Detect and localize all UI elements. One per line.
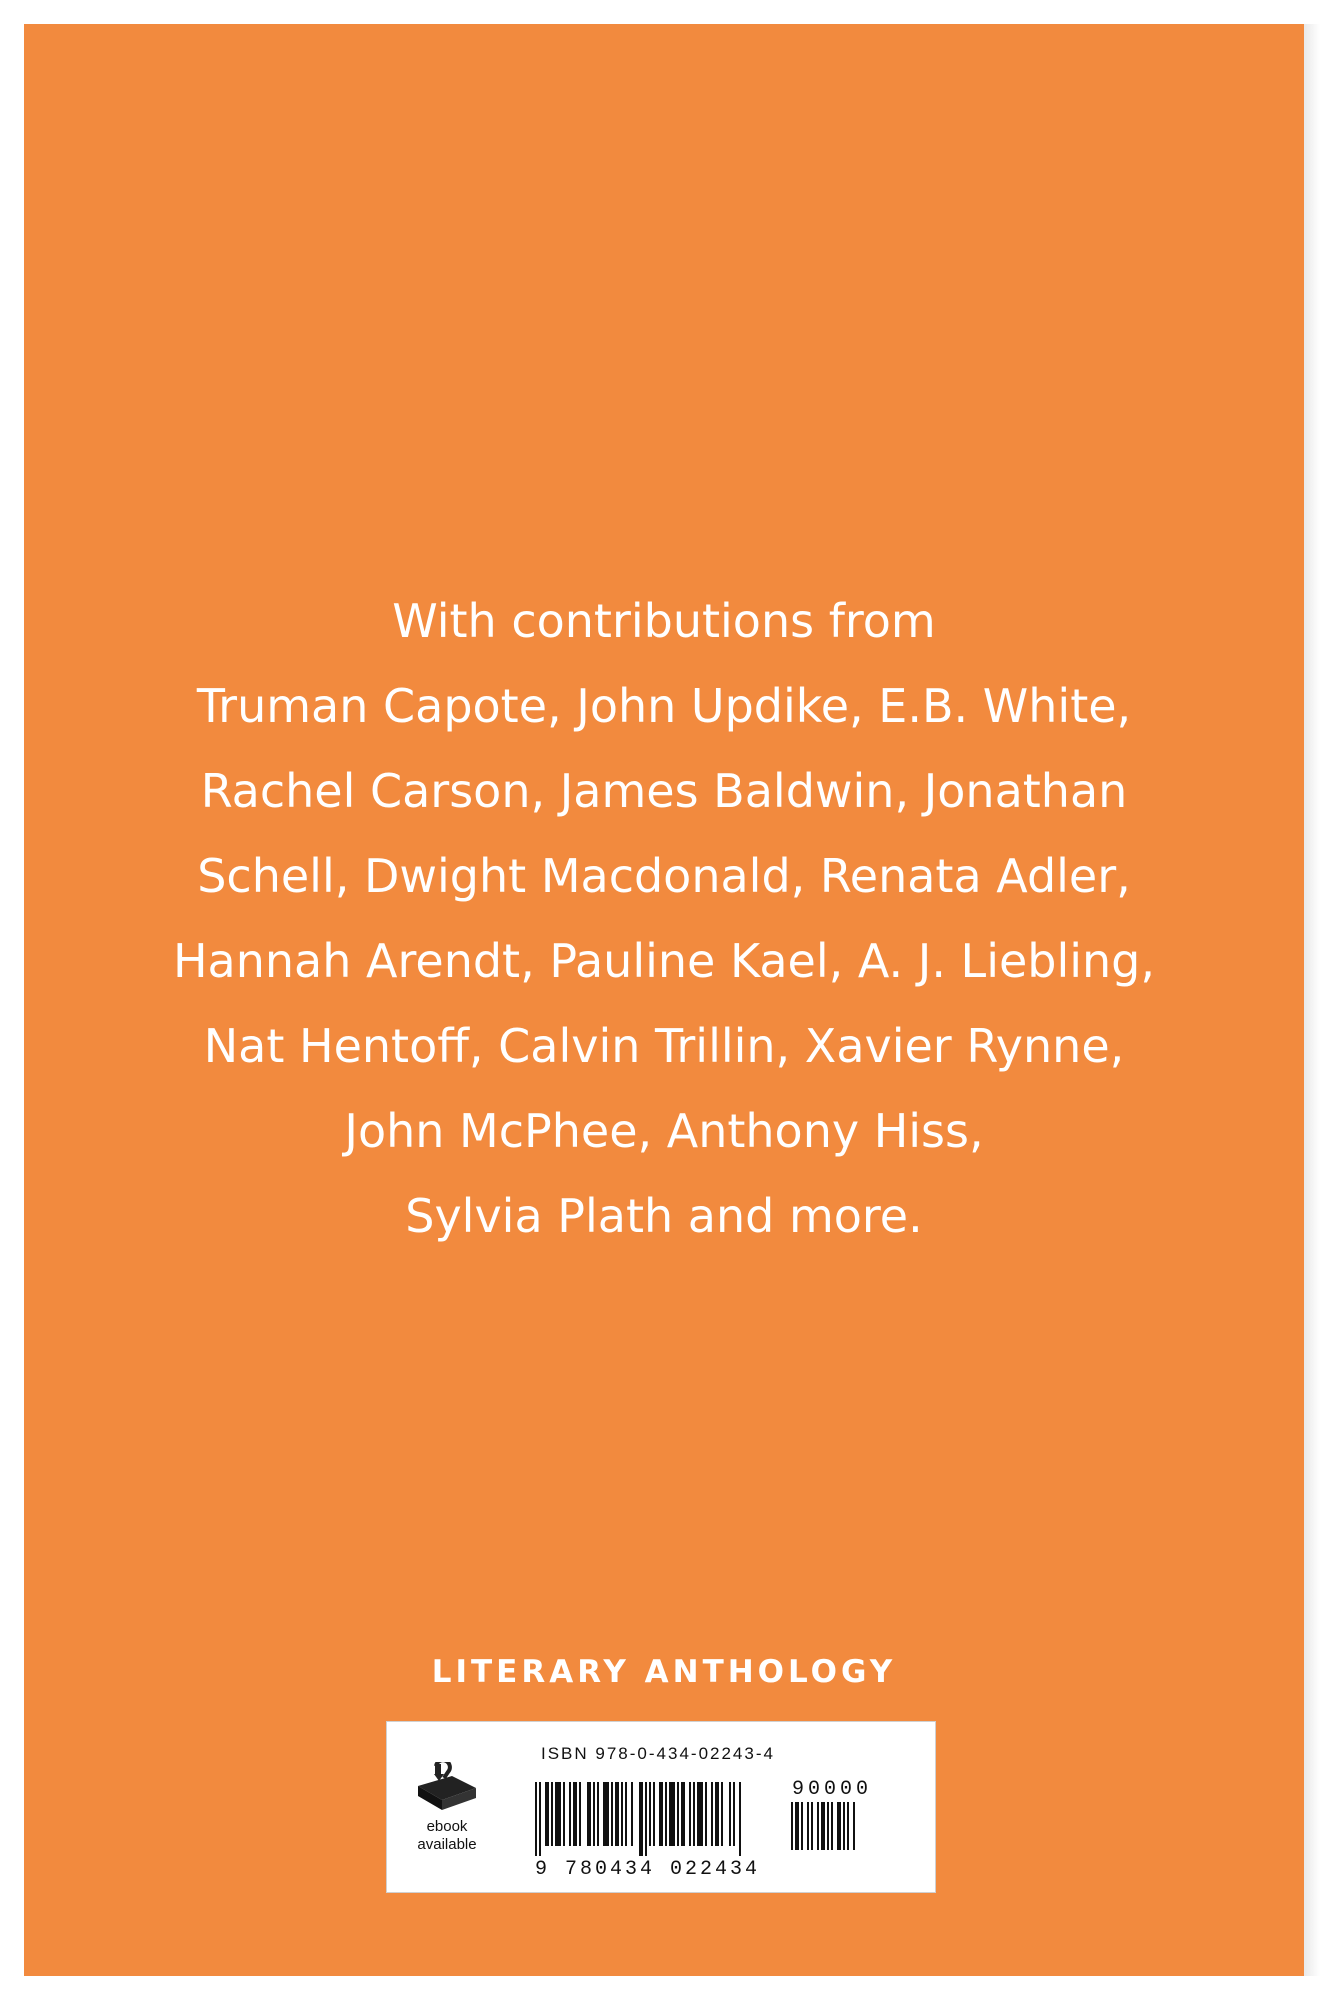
barcode-bar — [603, 1782, 609, 1846]
barcode-bar — [791, 1802, 793, 1850]
barcode-bar — [817, 1802, 819, 1850]
barcode-bar — [569, 1782, 571, 1846]
barcode-bar — [665, 1782, 667, 1846]
barcode-bar — [827, 1802, 829, 1850]
price-barcode — [791, 1802, 891, 1860]
isbn-number: ISBN 978-0-434-02243-4 — [541, 1744, 775, 1763]
barcode-bar — [837, 1802, 841, 1850]
barcode-bar — [795, 1802, 799, 1850]
price-code: 90000 — [792, 1778, 873, 1801]
blurb-line: John McPhee, Anthony Hiss, — [344, 1104, 984, 1158]
category-label: LITERARY ANTHOLOGY — [431, 1654, 897, 1690]
barcode-bar — [801, 1802, 803, 1850]
barcode-bar — [705, 1782, 707, 1846]
barcode-bar — [847, 1802, 849, 1850]
ean-barcode — [535, 1782, 775, 1856]
barcode-bar — [579, 1782, 581, 1846]
barcode-bar — [573, 1782, 577, 1846]
back-cover — [24, 24, 1304, 1976]
contributors-blurb — [24, 579, 1304, 1259]
blurb-line: Sylvia Plath and more. — [405, 1189, 923, 1243]
ebook-available-badge — [395, 1762, 499, 1854]
barcode-bar — [729, 1782, 731, 1846]
barcode-bar — [615, 1782, 619, 1846]
barcode-bar — [625, 1782, 627, 1846]
barcode-bar — [649, 1782, 651, 1846]
barcode-bar — [631, 1782, 633, 1846]
barcode-bar — [551, 1782, 553, 1846]
ebook-label: ebook — [426, 1818, 468, 1835]
barcode-bar — [807, 1802, 809, 1850]
barcode-bar — [611, 1782, 613, 1846]
page-edge — [1304, 24, 1320, 1976]
blurb-line: With contributions from — [392, 594, 936, 648]
ean-digits: 9 780434 022434 — [535, 1858, 761, 1881]
barcode-bar — [555, 1782, 561, 1846]
barcode-bar — [681, 1782, 685, 1846]
barcode-bar — [669, 1782, 675, 1846]
barcode-bar — [739, 1782, 741, 1856]
blurb-line: Truman Capote, John Updike, E.B. White, — [196, 679, 1132, 733]
barcode-bar — [697, 1782, 703, 1846]
barcode-bar — [721, 1782, 723, 1846]
barcode-bar — [853, 1802, 855, 1850]
barcode-bar — [621, 1782, 623, 1846]
barcode-bar — [535, 1782, 537, 1856]
blurb-line: Schell, Dwight Macdonald, Renata Adler, — [197, 849, 1131, 903]
barcode-bar — [831, 1802, 833, 1850]
barcode-panel — [386, 1721, 936, 1893]
barcode-bar — [639, 1782, 643, 1856]
barcode-bar — [645, 1782, 647, 1856]
barcode-bar — [653, 1782, 655, 1846]
barcode-bar — [587, 1782, 591, 1846]
barcode-bar — [593, 1782, 595, 1846]
barcode-bar — [563, 1782, 565, 1846]
barcode-bar — [715, 1782, 719, 1846]
barcode-bar — [733, 1782, 735, 1846]
book-with-download-icon — [412, 1762, 482, 1814]
barcode-bar — [597, 1782, 599, 1846]
barcode-bar — [711, 1782, 713, 1846]
blurb-line: Nat Hentoff, Calvin Trillin, Xavier Rynne, — [203, 1019, 1125, 1073]
barcode-bar — [843, 1802, 845, 1850]
barcode-bar — [811, 1802, 813, 1850]
blurb-line: Rachel Carson, James Baldwin, Jonathan — [200, 764, 1128, 818]
barcode-bar — [545, 1782, 549, 1846]
barcode-bar — [821, 1802, 825, 1850]
barcode-bar — [693, 1782, 695, 1846]
barcode-bar — [659, 1782, 663, 1846]
barcode-bar — [677, 1782, 679, 1846]
barcode-bar — [539, 1782, 541, 1856]
barcode-bar — [689, 1782, 691, 1846]
blurb-line: Hannah Arendt, Pauline Kael, A. J. Liebling, — [172, 934, 1156, 988]
ebook-available-label: available — [417, 1836, 477, 1853]
